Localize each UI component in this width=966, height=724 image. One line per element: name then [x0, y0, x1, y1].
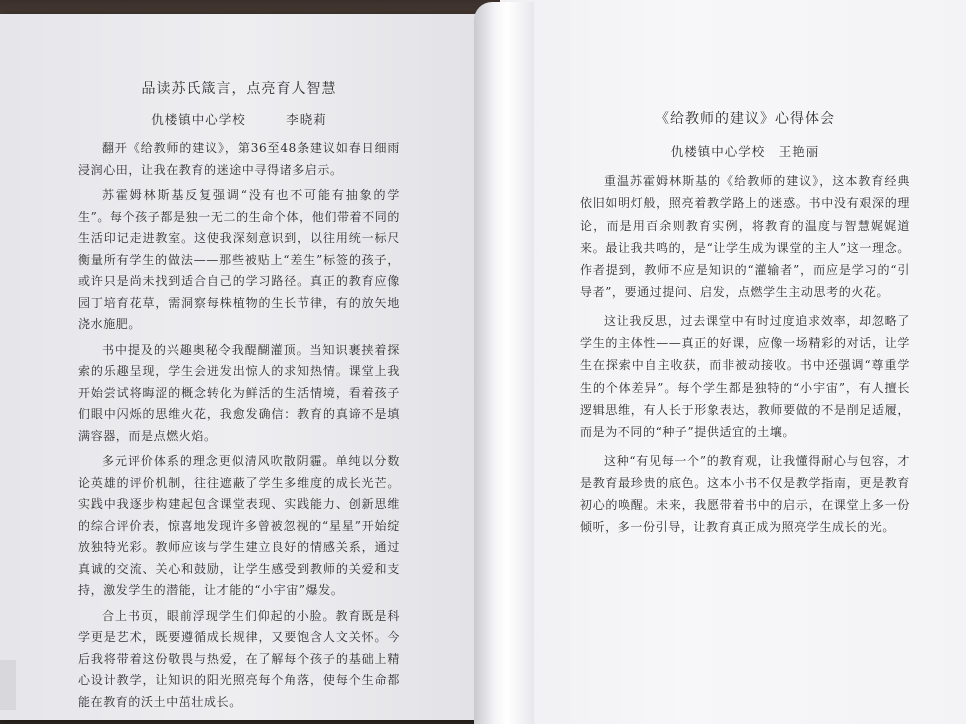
right-page-title: 《给教师的建议》心得体会 [655, 111, 835, 127]
page-fold [474, 2, 534, 724]
right-paragraph-3: 这种“有见每一个”的教育观，让我懂得耐心与包容，才是教育最珍贵的底色。这本小书不仅是教学指南，更是教育初心的唤醒。未来，我愿带着书中的启示，在课堂上多一份倾听，多一份引导，让教育真正成为照亮学生成长的光。 [580, 453, 910, 535]
left-page-title: 品读苏氏箴言，点亮育人智慧 [141, 81, 337, 97]
right-paragraph-1: 重温苏霍姆林斯基的《给教师的建议》，这本教育经典依旧如明灯般，照亮着教学路上的迷惑。书中没有艰深的理论，而是用百余则教育实例，将教育的温度与智慧娓娓道来。最让我共鸣的，是“让学生成为课堂的主人”这一理念。作者提到，教师不应是知识的“灌输者”，而应是学习的“引导者”，要通过提问、启发，点燃学生主动思考的火花。 [580, 174, 910, 300]
left-page-text [78, 78, 400, 717]
right-paragraph-2: 这让我反思，过去课堂中有时过度追求效率，却忽略了学生的主体性——真正的好课，应像一场精彩的对话，让学生在探索中自主收获，而非被动接收。书中还强调“尊重学生的个体差异”。每个学生都是独特的“小宇宙”，有人擅长逻辑思维，有人长于形象表达，教师要做的不是削足适履，而是为不同的“种子”提供适宜的土壤。 [580, 313, 910, 440]
left-page-lower-edge [0, 660, 16, 710]
left-paragraph-3: 书中提及的兴趣奥秘令我醍醐灌顶。当知识裹挟着探索的乐趣呈现，学生会迸发出惊人的求知热情。课堂上我开始尝试将晦涩的概念转化为鲜活的生活情境，看着孩子们眼中闪烁的思维火花，我愈发确信：教育的真谛不是填满容器，而是点燃火焰。 [78, 342, 400, 443]
left-paragraph-2: 苏霍姆林斯基反复强调“没有也不可能有抽象的学生”。每个孩子都是独一无二的生命个体，他们带着不同的生活印记走进教室。这使我深刻意识到，以往用统一标尺衡量所有学生的做法——那些被贴上“差生”标签的孩子，或许只是尚未找到适合自己的学习路径。真正的教育应像园丁培育花草，需洞察每株植物的生长节律，有的放矢地浇水施肥。 [78, 188, 400, 331]
left-paragraph-1: 翻开《给教师的建议》，第36至48条建议如春日细雨浸润心田，让我在教育的迷途中寻得诸多启示。 [78, 141, 400, 177]
left-paragraph-4: 多元评价体系的理念更似清风吹散阴霾。单纯以分数论英雄的评价机制，往往遮蔽了学生多维度的成长光芒。实践中我逐步构建起包含课堂表现、实践能力、创新思维的综合评价表，惊喜地发现许多曾被忽视的“星星”开始绽放独特光彩。教师应该与学生建立良好的情感关系，通过真诚的交流、关心和鼓励，让学生感受到教师的关爱和支持，激发学生的潜能，让才能的“小宇宙”爆发。 [78, 454, 400, 597]
left-page-author: 仇楼镇中心学校 李晓莉 [151, 112, 327, 127]
right-page-author: 仇楼镇中心学校 王艳丽 [670, 144, 820, 159]
left-paragraph-5: 合上书页，眼前浮现学生们仰起的小脸。教育既是科学更是艺术，既要遵循成长规律，又要饱含人文关怀。今后我将带着这份敬畏与热爱，在了解每个孩子的基础上精心设计教学，让知识的阳光照亮每个角落，使每个生命都能在教育的沃土中茁壮成长。 [78, 608, 400, 709]
right-page-text [580, 108, 910, 545]
